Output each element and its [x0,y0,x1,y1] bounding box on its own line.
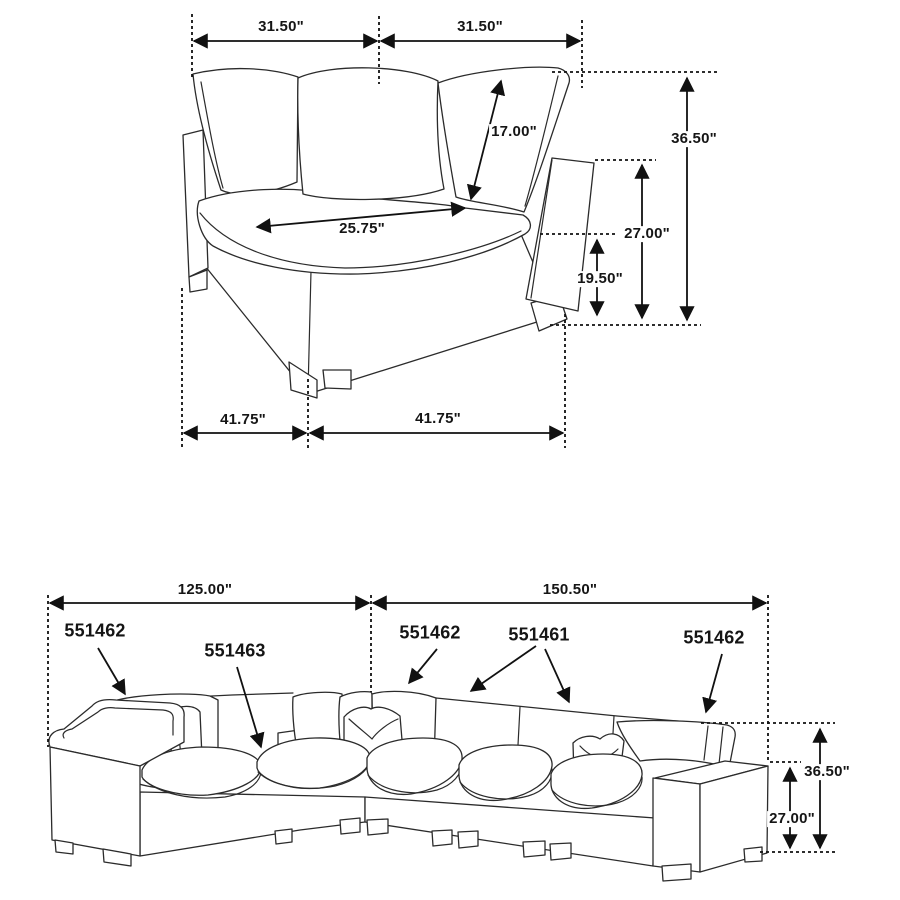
sectional-drawing [49,691,768,881]
dim-overall-height: 36.50" [671,130,717,148]
seat-cushion-2 [257,738,370,789]
dim-depth-left: 41.75" [220,411,266,429]
part-label-corner-chair: 551462 [399,622,461,643]
seat-cushion-5 [551,754,642,808]
dim-top-width-right: 31.50" [457,18,503,36]
part-label-middle-chairs: 551461 [508,624,570,645]
chair-leg-front-2 [323,370,351,389]
chair-throw-pillow [298,68,444,200]
dim-bottom-width-right: 150.50" [542,581,598,599]
dim-seat-height: 19.50" [577,270,623,288]
right-arm-front [653,778,700,872]
part-label-armless-chair: 551463 [204,640,266,661]
sectional-base-right [365,797,655,866]
part-label-right-arm-chair: 551462 [683,627,745,648]
left-arm-front [50,747,140,856]
corner-chair-drawing [183,67,594,398]
dim-depth-right: 41.75" [415,410,461,428]
dim-bottom-width-left: 125.00" [177,581,233,599]
part-label-left-arm-chair: 551462 [64,620,126,641]
dim-seat-depth: 25.75" [339,220,385,238]
dim-back-pillow-height: 17.00" [491,123,537,141]
chair-back-cushion-left [193,69,298,195]
dim-bottom-arm-height: 27.00" [769,810,815,828]
dim-back-height: 27.00" [624,225,670,243]
dim-bottom-overall-height: 36.50" [804,763,850,781]
dim-top-width-left: 31.50" [258,18,304,36]
sectional-base-left [140,792,365,856]
